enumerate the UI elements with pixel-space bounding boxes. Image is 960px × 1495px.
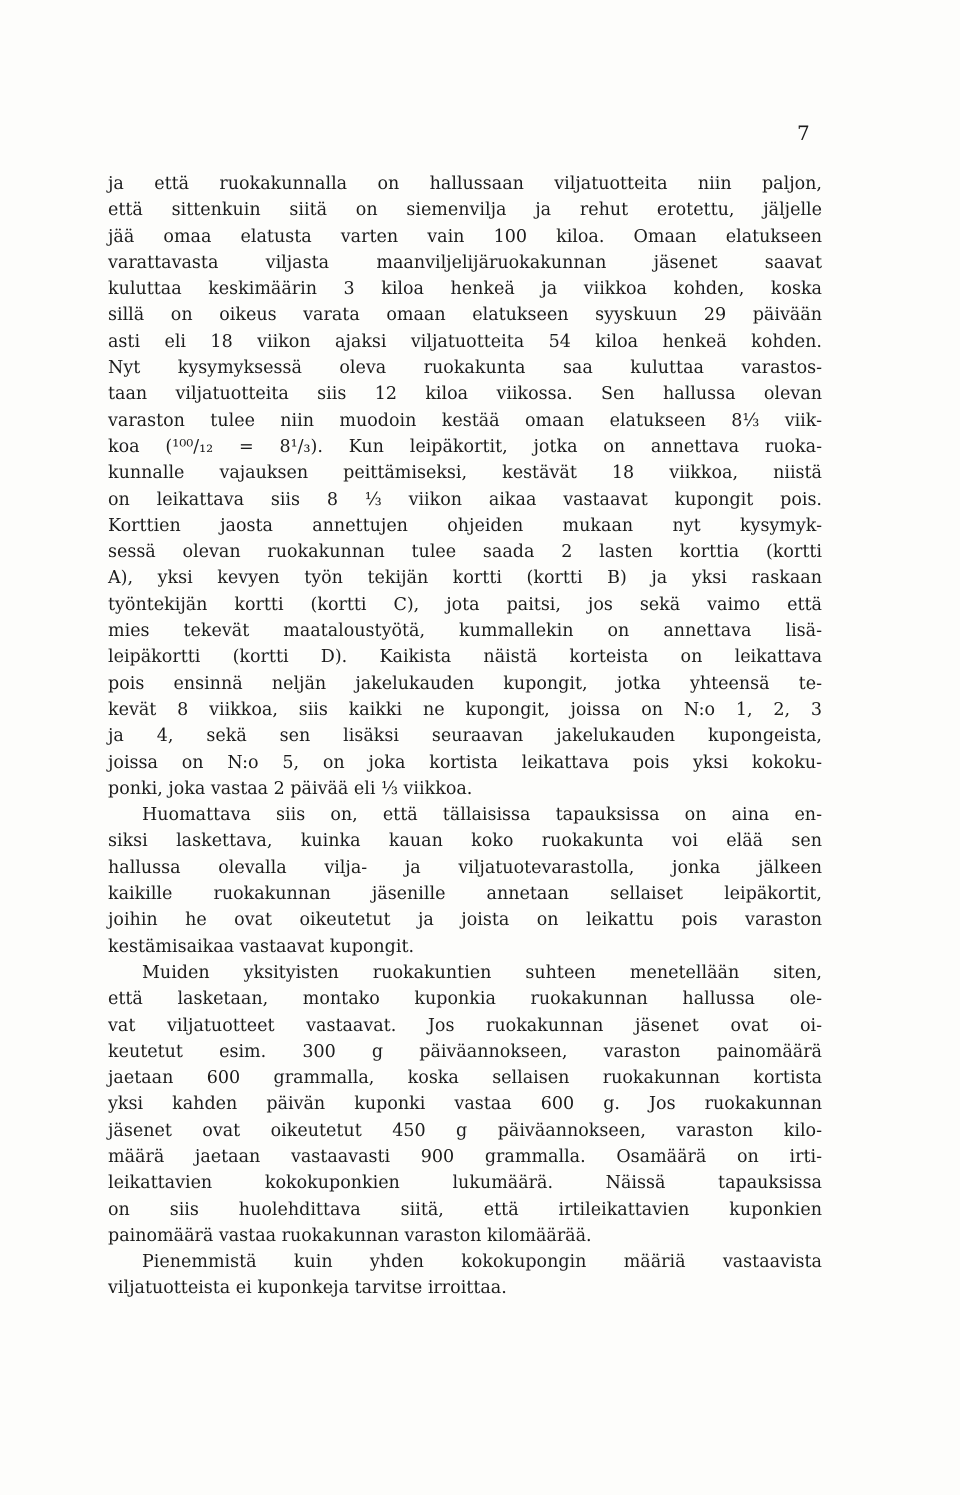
text-line: ponki, joka vastaa 2 päivää eli ⅓ viikkoa. [108, 778, 473, 799]
text-line: Nyt kysymyksessä oleva ruokakunta saa kuluttaa varastos- [108, 358, 822, 379]
text-line: Korttien jaosta annettujen ohjeiden mukaan nyt kysymyk- [108, 515, 822, 536]
text-line: leipäkortti (kortti D). Kaikista näistä korteista on leikattava [108, 647, 822, 668]
text-line: painomäärä vastaa ruokakunnan varaston kilomäärää. [108, 1225, 592, 1246]
text-line: Huomattava siis on, että tällaisissa tapauksissa on aina en- [142, 805, 822, 826]
text-line: Pienemmistä kuin yhden kokokupongin määriä vastaavista [142, 1252, 822, 1273]
text-line: varattavasta viljasta maanviljelijäruokakunnan jäsenet saavat [108, 252, 822, 273]
text-line: jaetaan 600 grammalla, koska sellaisen ruokakunnan kortista [108, 1068, 822, 1089]
text-line: hallussa olevalla vilja- ja viljatuotevarastolla, jonka jälkeen [108, 857, 822, 878]
text-line: sillä on oikeus varata omaan elatukseen syyskuun 29 päivään [108, 305, 822, 326]
text-line: A), yksi kevyen työn tekijän kortti (kortti B) ja yksi raskaan [108, 568, 822, 589]
text-line: joissa on N:o 5, on joka kortista leikattava pois yksi kokoku- [108, 752, 822, 773]
text-line: vat viljatuotteet vastaavat. Jos ruokakunnan jäsenet ovat oi- [108, 1015, 822, 1036]
text-line: yksi kahden päivän kuponki vastaa 600 g. Jos ruokakunnan [108, 1094, 822, 1115]
text-line: kestämisaikaa vastaavat kupongit. [108, 936, 415, 957]
text-line: joihin he ovat oikeutetut ja joista on leikattu pois varaston [108, 910, 822, 931]
text-line: jäsenet ovat oikeutetut 450 g päiväannokseen, varaston kilo- [108, 1120, 822, 1141]
text-line: sessä olevan ruokakunnan tulee saada 2 lasten korttia (kortti [108, 542, 822, 563]
text-line: kuluttaa keskimäärin 3 kiloa henkeä ja viikkoa kohden, koska [108, 279, 822, 300]
text-line: leikattavien kokokuponkien lukumäärä. Näissä tapauksissa [108, 1173, 822, 1194]
text-line: jää omaa elatusta varten vain 100 kiloa. Omaan elatukseen [108, 226, 822, 247]
text-line: työntekijän kortti (kortti C), jota paitsi, jos sekä vaimo että [108, 594, 822, 615]
text-line: mies tekevät maataloustyötä, kummallekin on annettava lisä- [108, 621, 822, 642]
body-text [108, 171, 822, 1302]
text-line: kevät 8 viikkoa, siis kaikki ne kupongit, joissa on N:o 1, 2, 3 [108, 699, 822, 720]
text-line: ja että ruokakunnalla on hallussaan viljatuotteita niin paljon, [108, 174, 822, 194]
text-line: Muiden yksityisten ruokakuntien suhteen menetellään siten, [142, 962, 822, 983]
text-line: taan viljatuotteita siis 12 kiloa viikossa. Sen hallussa olevan [108, 384, 822, 405]
text-line: kaikille ruokakunnan jäsenille annetaan sellaiset leipäkortit, [108, 884, 822, 905]
text-line: on siis huolehdittava siitä, että irtileikattavien kuponkien [108, 1199, 822, 1220]
text-line: keutetut esim. 300 g päiväannokseen, varaston painomäärä [108, 1041, 822, 1062]
text-line: pois ensinnä neljän jakelukauden kupongit, jotka yhteensä te- [108, 673, 822, 694]
text-line: että sittenkuin siitä on siemenvilja ja rehut erotettu, jäljelle [108, 200, 822, 221]
text-line: että lasketaan, montako kuponkia ruokakunnan hallussa ole- [108, 989, 822, 1010]
text-line: ja 4, sekä sen lisäksi seuraavan jakelukauden kupongeista, [108, 726, 822, 747]
text-line: siksi laskettava, kuinka kauan koko ruokakunta voi elää sen [108, 831, 822, 852]
text-line: varaston tulee niin muodoin kestää omaan elatukseen 8⅓ viik- [108, 410, 822, 431]
text-line: koa (¹⁰⁰/₁₂ = 8¹/₃). Kun leipäkortit, jotka on annettava ruoka- [108, 436, 822, 457]
text-line: määrä jaetaan vastaavasti 900 grammalla. Osamäärä on irti- [108, 1146, 822, 1167]
text-line: viljatuotteista ei kuponkeja tarvitse irroittaa. [108, 1278, 507, 1299]
page-number: 7 [797, 121, 810, 145]
text-line: on leikattava siis 8 ⅓ viikon aikaa vastaavat kupongit pois. [108, 489, 822, 510]
text-line: kunnalle vajauksen peittämiseksi, kestävät 18 viikkoa, niistä [108, 463, 822, 484]
text-line: asti eli 18 viikon ajaksi viljatuotteita 54 kiloa henkeä kohden. [108, 331, 822, 352]
